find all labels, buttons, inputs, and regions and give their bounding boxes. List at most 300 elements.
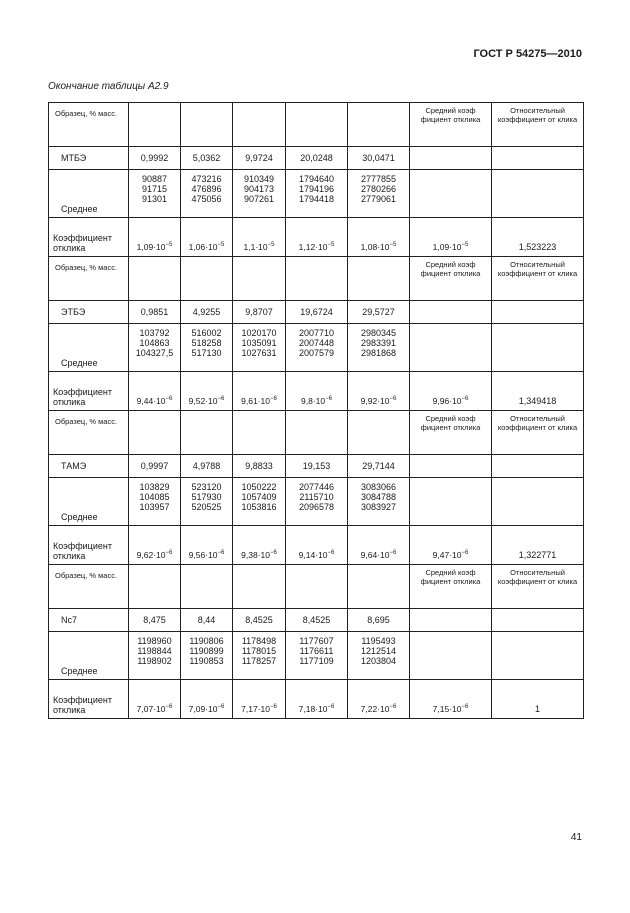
area-values-cell: [286, 478, 348, 526]
concentration-cell: [286, 609, 348, 632]
area-value: 1198902: [137, 656, 172, 666]
area-value: 516002: [191, 328, 222, 338]
area-value: 910349: [243, 174, 275, 184]
coef-value-exponent: −6: [389, 550, 397, 557]
response-coefficient-table: [48, 102, 584, 719]
rel-coef-value: 1,523223: [518, 242, 557, 252]
empty-cell: [348, 257, 410, 301]
area-value: 2777855: [360, 174, 397, 184]
mean-label: Среднее: [61, 358, 98, 368]
avg-coef-value-mantissa: 9,96·10: [432, 396, 462, 406]
area-value: 1195493: [361, 636, 396, 646]
rel-coef-header-label: Относительный коэффициент от клика: [497, 568, 578, 586]
coef-value-mantissa: 9,61·10: [241, 396, 270, 406]
area-values-cell: [348, 324, 410, 372]
coef-value-exponent: −6: [217, 550, 225, 557]
mean-label-cell: [49, 478, 129, 526]
avg-coef-value-exponent: −6: [461, 396, 469, 403]
area-values-cell: [233, 632, 286, 680]
concentration-cell: [181, 455, 233, 478]
coef-value-cell: [348, 526, 410, 565]
empty-cell: [410, 147, 492, 170]
coef-value-cell: [233, 218, 286, 257]
rel-coef-header-cell: [492, 103, 584, 147]
coef-value-mantissa: 7,22·10: [360, 704, 390, 714]
empty-cell: [410, 455, 492, 478]
concentration-value: 5,0362: [192, 153, 221, 163]
area-value: 2096578: [298, 502, 335, 512]
area-value: 2780266: [360, 184, 397, 194]
concentration-value: 9,9724: [245, 153, 273, 163]
area-value: 1178257: [241, 656, 277, 666]
area-value: 1203804: [360, 656, 397, 666]
empty-cell: [233, 411, 286, 455]
coefficient-row: [49, 526, 584, 565]
header-row: [49, 411, 584, 455]
area-value: 2115710: [299, 492, 334, 502]
area-value: 2981868: [360, 348, 397, 358]
compound-name-cell: [49, 147, 129, 170]
concentration-value: 8,695: [367, 615, 390, 625]
empty-cell: [286, 103, 348, 147]
sample-header-label: Образец, % масс.: [55, 417, 118, 426]
area-value: 1794196: [298, 184, 335, 194]
empty-cell: [410, 301, 492, 324]
area-value: 523120: [191, 482, 222, 492]
area-value: 103792: [139, 328, 170, 338]
area-value: 2007579: [298, 348, 335, 358]
header-row: [49, 103, 584, 147]
concentration-value: 0,9997: [140, 461, 169, 471]
area-value: 475056: [191, 194, 222, 204]
area-value: 91715: [141, 184, 168, 194]
empty-cell: [233, 257, 286, 301]
rel-coef-cell: [492, 526, 584, 565]
coef-value-exponent: −5: [389, 242, 397, 249]
concentration-row: [49, 147, 584, 170]
sample-header-cell: [49, 565, 129, 609]
concentration-cell: [348, 301, 410, 324]
coef-value-cell: [233, 372, 286, 411]
area-row: [49, 632, 584, 680]
area-value: 103957: [139, 502, 170, 512]
coef-value-mantissa: 9,62·10: [136, 550, 166, 560]
area-value: 1178498: [241, 636, 277, 646]
concentration-value: 0,9992: [140, 153, 169, 163]
empty-cell: [181, 565, 233, 609]
area-row: [49, 170, 584, 218]
area-value: 1794418: [298, 194, 335, 204]
area-row: [49, 478, 584, 526]
coef-value-exponent: −6: [165, 396, 173, 403]
sample-header-cell: [49, 257, 129, 301]
avg-coef-header-cell: [410, 257, 492, 301]
area-values-cell: [129, 324, 181, 372]
empty-cell: [492, 170, 584, 218]
concentration-cell: [348, 609, 410, 632]
coef-value-exponent: −6: [327, 550, 335, 557]
area-value: 1176611: [299, 646, 334, 656]
avg-coef-cell: [410, 526, 492, 565]
empty-cell: [492, 632, 584, 680]
concentration-cell: [286, 455, 348, 478]
empty-cell: [410, 609, 492, 632]
rel-coef-header-label: Относительный коэффициент от клика: [497, 260, 578, 278]
concentration-cell: [181, 147, 233, 170]
coef-value-exponent: −5: [327, 242, 335, 249]
avg-coef-header-label: Средний коэф фициент отклика: [420, 414, 481, 432]
coef-value-cell: [286, 372, 348, 411]
header-row: [49, 257, 584, 301]
concentration-cell: [348, 455, 410, 478]
concentration-value: 19,153: [302, 461, 331, 471]
area-row: [49, 324, 584, 372]
empty-cell: [492, 455, 584, 478]
avg-coef-value-mantissa: 7,15·10: [432, 704, 462, 714]
area-value: 1057409: [241, 492, 277, 502]
empty-cell: [410, 324, 492, 372]
coef-value-cell: [129, 680, 181, 719]
coef-value-mantissa: 9,52·10: [188, 396, 218, 406]
empty-cell: [492, 478, 584, 526]
empty-cell: [348, 411, 410, 455]
concentration-value: 4,9255: [192, 307, 221, 317]
concentration-row: [49, 609, 584, 632]
mean-label: Среднее: [61, 666, 98, 676]
area-value: 2980345: [360, 328, 397, 338]
empty-cell: [286, 411, 348, 455]
empty-cell: [129, 257, 181, 301]
rel-coef-header-cell: [492, 411, 584, 455]
area-value: 1177109: [299, 656, 334, 666]
area-values-cell: [129, 478, 181, 526]
area-values-cell: [233, 324, 286, 372]
area-values-cell: [348, 478, 410, 526]
area-value: 904173: [243, 184, 275, 194]
area-values-cell: [286, 632, 348, 680]
rel-coef-value: 1: [534, 704, 540, 714]
avg-coef-value-mantissa: 1,09·10: [432, 242, 462, 252]
empty-cell: [492, 147, 584, 170]
empty-cell: [348, 565, 410, 609]
rel-coef-value: 1,322771: [518, 550, 557, 560]
sample-header-cell: [49, 411, 129, 455]
area-value: 91301: [141, 194, 168, 204]
area-value: 1190853: [189, 656, 224, 666]
area-value: 473216: [191, 174, 222, 184]
coef-value-cell: [181, 218, 233, 257]
area-value: 1212514: [360, 646, 397, 656]
area-value: 907261: [243, 194, 275, 204]
coef-value-mantissa: 1,12·10: [298, 242, 328, 252]
area-value: 2007710: [298, 328, 335, 338]
coef-value-cell: [348, 218, 410, 257]
area-value: 1198960: [137, 636, 172, 646]
coef-label: Коэффициент отклика: [53, 541, 112, 561]
coef-value-mantissa: 9,64·10: [360, 550, 390, 560]
area-value: 1050222: [241, 482, 277, 492]
coef-label-cell: [49, 526, 129, 565]
mean-label: Среднее: [61, 512, 98, 522]
empty-cell: [233, 103, 286, 147]
coef-value-cell: [286, 218, 348, 257]
concentration-cell: [348, 147, 410, 170]
area-value: 103829: [139, 482, 170, 492]
rel-coef-cell: [492, 680, 584, 719]
coef-value-cell: [129, 526, 181, 565]
coefficient-row: [49, 680, 584, 719]
concentration-cell: [129, 455, 181, 478]
document-code: ГОСТ Р 54275—2010: [473, 48, 582, 60]
area-value: 1198844: [137, 646, 172, 656]
avg-coef-cell: [410, 372, 492, 411]
avg-coef-header-cell: [410, 411, 492, 455]
avg-coef-cell: [410, 218, 492, 257]
avg-coef-value-mantissa: 9,47·10: [432, 550, 462, 560]
rel-coef-header-cell: [492, 257, 584, 301]
empty-cell: [129, 565, 181, 609]
concentration-value: 4,9788: [192, 461, 221, 471]
avg-coef-value-exponent: −5: [461, 242, 469, 249]
sample-header-label: Образец, % масс.: [55, 571, 118, 580]
coefficient-row: [49, 218, 584, 257]
area-values-cell: [233, 478, 286, 526]
area-value: 1794640: [298, 174, 335, 184]
area-values-cell: [286, 324, 348, 372]
area-value: 476896: [191, 184, 222, 194]
concentration-value: 8,4525: [302, 615, 331, 625]
rel-coef-cell: [492, 372, 584, 411]
area-value: 2983391: [360, 338, 397, 348]
concentration-cell: [286, 147, 348, 170]
coef-value-exponent: −6: [389, 704, 397, 711]
area-values-cell: [181, 632, 233, 680]
coef-value-mantissa: 9,8·10: [301, 396, 326, 406]
coef-value-cell: [286, 526, 348, 565]
concentration-value: 0,9851: [140, 307, 169, 317]
rel-coef-header-label: Относительный коэффициент от клика: [497, 414, 578, 432]
coef-value-exponent: −6: [270, 396, 277, 403]
coef-value-mantissa: 7,18·10: [298, 704, 328, 714]
empty-cell: [181, 257, 233, 301]
empty-cell: [348, 103, 410, 147]
area-value: 2077446: [298, 482, 335, 492]
area-values-cell: [348, 170, 410, 218]
header-row: [49, 565, 584, 609]
coef-value-cell: [181, 680, 233, 719]
coef-value-mantissa: 7,09·10: [188, 704, 218, 714]
concentration-value: 29,7144: [362, 461, 395, 471]
rel-coef-cell: [492, 218, 584, 257]
area-value: 1027631: [241, 348, 277, 358]
coef-value-cell: [129, 218, 181, 257]
coef-label-cell: [49, 218, 129, 257]
area-value: 104085: [139, 492, 170, 502]
empty-cell: [410, 170, 492, 218]
area-value: 518258: [191, 338, 222, 348]
rel-coef-value: 1,349418: [518, 396, 557, 406]
concentration-value: 8,4525: [245, 615, 273, 625]
area-value: 3083927: [360, 502, 397, 512]
coef-value-mantissa: 9,92·10: [360, 396, 390, 406]
coef-value-mantissa: 7,17·10: [241, 704, 270, 714]
area-value: 3084788: [360, 492, 397, 502]
concentration-cell: [129, 147, 181, 170]
empty-cell: [410, 632, 492, 680]
area-value: 90887: [141, 174, 168, 184]
coefficient-row: [49, 372, 584, 411]
avg-coef-header-cell: [410, 103, 492, 147]
concentration-value: 19,6724: [300, 307, 333, 317]
coef-label-cell: [49, 372, 129, 411]
coef-value-mantissa: 9,44·10: [136, 396, 166, 406]
avg-coef-cell: [410, 680, 492, 719]
coef-value-cell: [233, 680, 286, 719]
concentration-value: 9,8707: [245, 307, 273, 317]
coef-value-cell: [286, 680, 348, 719]
rel-coef-header-label: Относительный коэффициент от клика: [497, 106, 578, 124]
coef-value-exponent: −5: [165, 242, 173, 249]
area-value: 1053816: [241, 502, 277, 512]
compound-name-cell: [49, 609, 129, 632]
compound-name-cell: [49, 455, 129, 478]
empty-cell: [181, 411, 233, 455]
area-value: 517930: [191, 492, 222, 502]
avg-coef-header-label: Средний коэф фициент отклика: [420, 106, 481, 124]
concentration-cell: [181, 301, 233, 324]
empty-cell: [129, 411, 181, 455]
coef-value-mantissa: 1,06·10: [188, 242, 218, 252]
concentration-cell: [233, 301, 286, 324]
concentration-value: 8,475: [143, 615, 166, 625]
concentration-cell: [233, 147, 286, 170]
coef-value-exponent: −6: [325, 396, 332, 403]
concentration-value: 8,44: [197, 615, 216, 625]
area-values-cell: [181, 478, 233, 526]
coef-value-exponent: −6: [270, 550, 277, 557]
empty-cell: [286, 565, 348, 609]
coef-value-exponent: −6: [270, 704, 277, 711]
empty-cell: [233, 565, 286, 609]
coef-value-exponent: −5: [217, 242, 225, 249]
compound-name: ТАМЭ: [61, 461, 87, 471]
concentration-cell: [233, 609, 286, 632]
area-value: 1177607: [299, 636, 334, 646]
compound-name: МТБЭ: [61, 153, 87, 163]
coef-value-mantissa: 9,14·10: [298, 550, 328, 560]
avg-coef-header-cell: [410, 565, 492, 609]
coef-label: Коэффициент отклика: [53, 233, 112, 253]
compound-name: ЭТБЭ: [61, 307, 86, 317]
empty-cell: [492, 609, 584, 632]
coef-value-cell: [348, 372, 410, 411]
empty-cell: [492, 301, 584, 324]
concentration-cell: [181, 609, 233, 632]
coef-value-cell: [233, 526, 286, 565]
coef-value-mantissa: 7,07·10: [136, 704, 166, 714]
coef-value-mantissa: 1,1·10: [243, 242, 268, 252]
concentration-value: 9,8833: [245, 461, 273, 471]
area-values-cell: [181, 324, 233, 372]
coef-value-exponent: −5: [267, 242, 275, 249]
coef-label: Коэффициент отклика: [53, 387, 112, 407]
compound-name: Nc7: [61, 615, 78, 625]
concentration-row: [49, 301, 584, 324]
area-values-cell: [233, 170, 286, 218]
area-values-cell: [181, 170, 233, 218]
coef-value-mantissa: 9,38·10: [241, 550, 270, 560]
area-value: 1020170: [241, 328, 277, 338]
mean-label-cell: [49, 170, 129, 218]
area-value: 104327,5: [135, 348, 174, 358]
coef-value-mantissa: 1,09·10: [136, 242, 166, 252]
coef-value-mantissa: 1,08·10: [360, 242, 390, 252]
concentration-value: 30,0471: [362, 153, 395, 163]
area-value: 1190899: [189, 646, 224, 656]
sample-header-cell: [49, 103, 129, 147]
avg-coef-header-label: Средний коэф фициент отклика: [420, 568, 481, 586]
empty-cell: [181, 103, 233, 147]
sample-header-label: Образец, % масс.: [55, 263, 118, 272]
coef-value-cell: [181, 372, 233, 411]
area-value: 1190806: [189, 636, 224, 646]
area-values-cell: [129, 170, 181, 218]
mean-label: Среднее: [61, 204, 98, 214]
concentration-row: [49, 455, 584, 478]
coef-value-cell: [181, 526, 233, 565]
area-values-cell: [348, 632, 410, 680]
area-value: 3083066: [360, 482, 397, 492]
concentration-cell: [129, 301, 181, 324]
coef-value-exponent: −6: [217, 396, 225, 403]
area-value: 1035091: [241, 338, 277, 348]
area-value: 520525: [191, 502, 222, 512]
coef-value-cell: [129, 372, 181, 411]
coef-value-exponent: −6: [327, 704, 335, 711]
coef-value-exponent: −6: [165, 704, 173, 711]
table-caption: Окончание таблицы А2.9: [48, 81, 169, 92]
avg-coef-header-label: Средний коэф фициент отклика: [420, 260, 481, 278]
sample-header-label: Образец, % масс.: [55, 109, 118, 118]
coef-value-exponent: −6: [389, 396, 397, 403]
compound-name-cell: [49, 301, 129, 324]
concentration-cell: [286, 301, 348, 324]
empty-cell: [492, 324, 584, 372]
area-value: 104863: [139, 338, 170, 348]
coef-label-cell: [49, 680, 129, 719]
area-value: 517130: [191, 348, 222, 358]
area-values-cell: [129, 632, 181, 680]
mean-label-cell: [49, 632, 129, 680]
coef-label: Коэффициент отклика: [53, 695, 112, 715]
coef-value-exponent: −6: [217, 704, 225, 711]
mean-label-cell: [49, 324, 129, 372]
coef-value-exponent: −6: [165, 550, 173, 557]
avg-coef-value-exponent: −6: [461, 550, 469, 557]
empty-cell: [129, 103, 181, 147]
rel-coef-header-cell: [492, 565, 584, 609]
page-number: 41: [570, 832, 582, 843]
area-value: 1178015: [241, 646, 277, 656]
area-values-cell: [286, 170, 348, 218]
empty-cell: [286, 257, 348, 301]
concentration-value: 20,0248: [300, 153, 333, 163]
area-value: 2779061: [360, 194, 397, 204]
concentration-cell: [129, 609, 181, 632]
area-value: 2007448: [298, 338, 335, 348]
concentration-cell: [233, 455, 286, 478]
empty-cell: [410, 478, 492, 526]
